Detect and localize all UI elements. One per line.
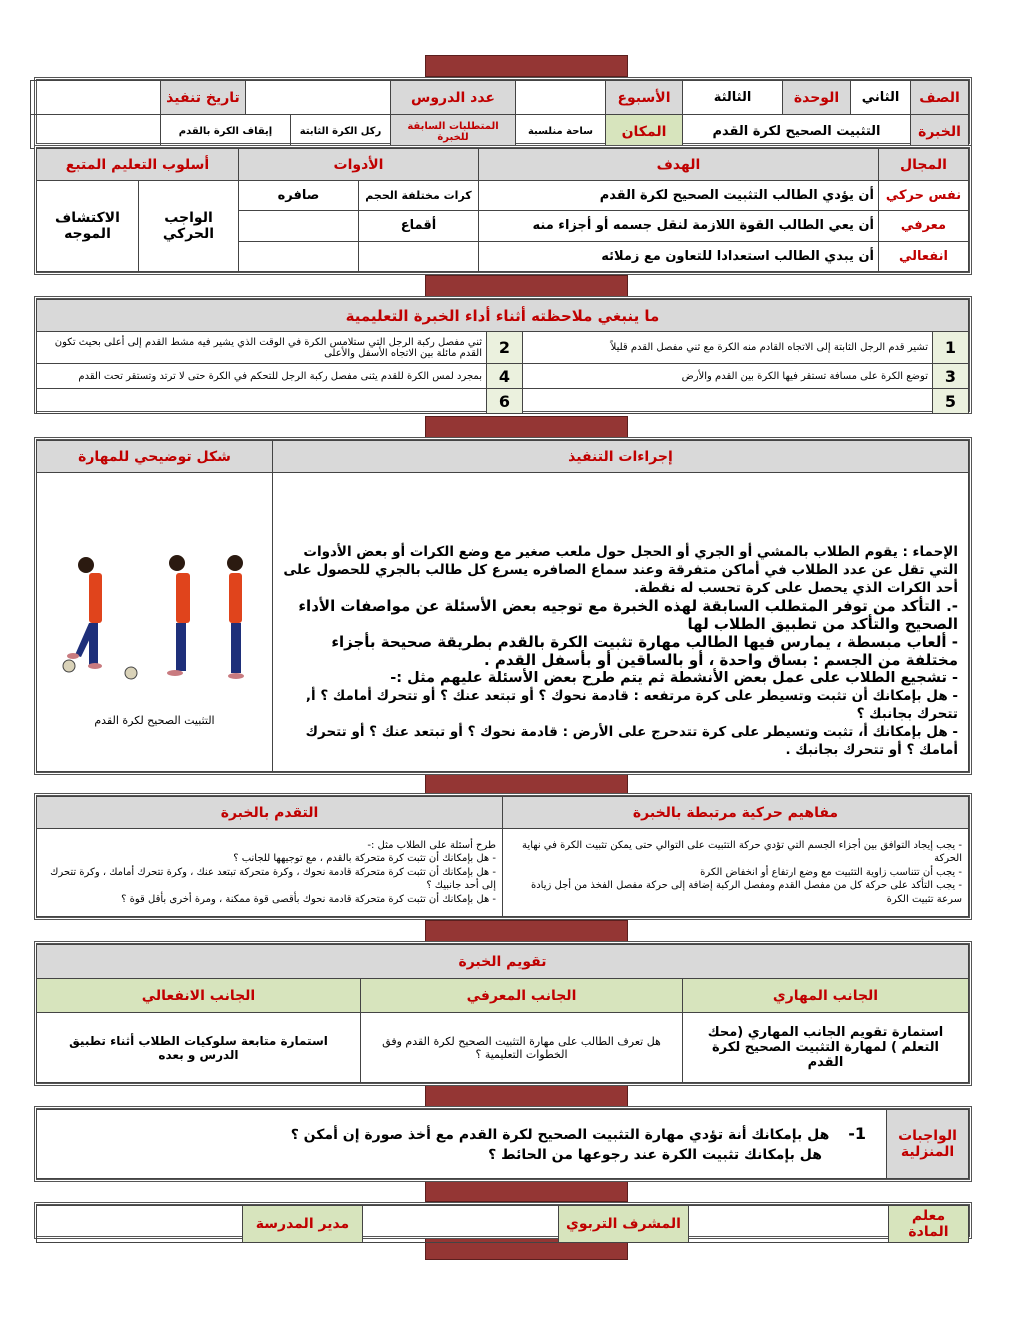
place-label: المكان (606, 115, 683, 149)
experience-value: التثبيت الصحيح لكرة القدم (683, 115, 911, 149)
week-label: الأسبوع (606, 81, 683, 115)
homework-body (37, 1110, 887, 1179)
decorative-connector (425, 774, 628, 794)
lessons-label: عدد الدروس (391, 81, 516, 115)
concept-line: - يجب التأكد على حركة كل من مفصل القدم ومفصل الركبة إضافة إلى حركة مفصل الفخذ من أجل زيادة سرعة تثبيت الكرة (530, 880, 962, 905)
evaluation-title: تقويم الخبرة (36, 945, 968, 979)
procedure-warmup: الإحماء : يقوم الطلاب بالمشي أو الجري أو الحجل حول ملعب صغير مع وضع الكرات أو بعض الأدوات التي تقل عن عدد الطلاب في أماكن متفرقة وعند سماع الصافره يسرع كل طالب بالجري للحصول على أحد الكرات الذي يحصل على كرة تحسب له نقطة. (283, 544, 958, 596)
week-value[interactable] (516, 81, 606, 115)
objectives-table (34, 145, 972, 275)
procedures-table (34, 437, 972, 775)
procedure-encourage: - تشجيع الطلاب على عمل بعض الأنشطة ثم يتم طرح بعض الأسئلة عليهم مثل :- (390, 670, 958, 686)
skill-header: الجانب المهاري (683, 979, 969, 1013)
goal-cognitive: أن يعي الطالب القوة اللازمة لنقل جسمه أو أجزاء منه (479, 211, 879, 241)
homework-label: الواجبات المنزلية (887, 1110, 969, 1179)
observations-title: ما ينبغي ملاحظته أثناء أداء الخبرة التعليمية (36, 300, 968, 332)
procedure-question-2: - هل بإمكانك أ، تثبت وتسيطر على كرة تتدحرج على الأرض : قادمة نحوك ؟ أو تبتعد عنك ؟ أو تتحرك أمامك ؟ أو تتحرك بجانبك . (305, 724, 958, 758)
homework-table (34, 1106, 972, 1182)
progression-title: التقدم بالخبرة (37, 797, 503, 829)
observations-table (34, 296, 972, 414)
affective-evaluation: استمارة متابعة سلوكيات الطلاب أثناء تطبيق الدرس و بعده (36, 1013, 360, 1083)
experience-label: الخبرة (911, 115, 969, 149)
progression-line: طرح أسئلة على الطلاب مثل :- (367, 839, 496, 851)
supervisor-signature[interactable] (363, 1206, 559, 1243)
goal-header: الهدف (479, 149, 879, 181)
date-label: تاريخ تنفيذ (161, 81, 246, 115)
concept-line: - يجب إيجاد التوافق بين أجزاء الجسم التي تؤدي حركة التثبيت على التوالي حتى يمكن تثبيت الكرة في نهاية الحركة (522, 839, 962, 865)
goal-psychomotor: أن يؤدي الطالب التثبيت الصحيح لكرة القدم (479, 181, 879, 211)
decorative-connector (425, 275, 628, 297)
concepts-title: مفاهيم حركية مرتبطة بالخبرة (503, 797, 969, 829)
procedure-question-1: - هل بإمكانك أن تثبت وتسيطر على كرة مرتفعه : قادمة نحوك ؟ أو تبتعد عنك ؟ أو تتحرك أمامك ؟ أ, تتحرك بجانبك ؟ (305, 688, 958, 722)
figure-caption: التثبيت الصحيح لكرة القدم (94, 714, 215, 727)
domain-psychomotor: نفس حركي (879, 181, 969, 211)
tool-balls: كرات مختلفة الحجم (359, 181, 479, 211)
progression-line: - هل بإمكانك أن تثبت كرة متحركة بالقدم ، مع توجيهها للجانب ؟ (233, 853, 496, 865)
procedure-prereq-check: -. التأكد من توفر المتطلب السابقة لهذه الخبرة مع توجيه بعض الأسئلة عن مواصفات الأداء الصحيح والتأكد من تطبيق الطلاب لها (298, 597, 958, 633)
tools-header: الأدوات (238, 149, 478, 181)
decorative-connector (425, 920, 628, 942)
place-value: ساحة منلسبة (516, 115, 606, 149)
domain-header: المجال (879, 149, 969, 181)
method-header: أسلوب التعليم المتبع (36, 149, 238, 181)
affective-header: الجانب الانفعالي (36, 979, 360, 1013)
procedures-body (273, 473, 969, 772)
observation-text (523, 389, 933, 414)
observation-text: ثني مفصل ركبة الرجل التي ستلامس الكرة في الوقت الذي يشير فيه مشط القدم إلى أعلى بحيث تكون القدم مائلة بين الاتجاه الأسفل والأعلى (36, 332, 486, 364)
domain-cognitive: معرفي (879, 211, 969, 241)
teacher-label: معلم المادة (889, 1206, 969, 1243)
skill-illustration (37, 473, 273, 772)
observation-text: تشير قدم الرجل الثابتة إلى الاتجاه القادم منه الكرة مع ثني مفصل القدم قليلاً (523, 332, 933, 364)
concept-line: - يجب أن تتناسب زاوية التثبيت مع وضع ارتفاع أو انخفاض الكرة (700, 866, 962, 878)
lessons-value[interactable] (246, 81, 391, 115)
method-motor-task: الواجب الحركي (138, 181, 238, 272)
signatures-table (34, 1202, 972, 1239)
progression-body (37, 829, 503, 917)
concepts-progression-table (34, 793, 972, 920)
tool-empty (238, 241, 358, 271)
principal-signature[interactable] (37, 1206, 243, 1243)
teacher-signature[interactable] (689, 1206, 889, 1243)
cognitive-header: الجانب المعرفي (361, 979, 683, 1013)
supervisor-label: المشرف التربوي (559, 1206, 689, 1243)
grade-value: الثاني (851, 81, 911, 115)
grade-label: الصف (911, 81, 969, 115)
prereq-1: ركل الكرة الثابتة (291, 115, 391, 149)
date-value[interactable] (31, 81, 161, 115)
observation-number: 5 (933, 389, 969, 414)
cognitive-evaluation: هل تعرف الطالب على مهارة التثبيت الصحيح لكرة القدم وفق الخطوات التعليمية ؟ (361, 1013, 683, 1083)
figure-title: شكل توضيحي للمهارة (37, 441, 273, 473)
procedure-games: - ألعاب مبسطة ، يمارس فيها الطالب مهارة تثبيت الكرة بالقدم بطريقة صحيحة بأجزاء مختلفة من الجسم : بساق واحدة ، أو بالساقين أو بأسفل القدم . (331, 633, 958, 669)
lesson-info-table (34, 77, 972, 146)
prereq-3 (31, 115, 161, 149)
homework-line-1: هل بإمكانك أنة تؤدي مهارة التثبيت الصحيح لكرة القدم مع أخذ صورة إن أمكن ؟ (290, 1126, 830, 1143)
observation-number: 6 (487, 389, 523, 414)
concepts-body (503, 829, 969, 917)
observation-text (36, 389, 486, 414)
progression-line: - هل بإمكانك أن تثبت كرة متحركة قادمة نحوك ، وكرة متحركة تبتعد عنك ، وكرة تتحرك أمامك ، وكرة تتحرك إلى أحد جانبيك ؟ (50, 866, 496, 892)
observation-number: 3 (933, 364, 969, 389)
decorative-connector (425, 1085, 628, 1107)
homework-number: 1- (848, 1123, 866, 1143)
prereq-label: المتطلبات السابقة للخبرة (391, 115, 516, 149)
homework-line-2: هل بإمكانك تثبيت الكرة عند رجوعها من الحائط ؟ (488, 1146, 822, 1163)
tool-empty (238, 211, 358, 241)
method-guided-discovery: الاكتشاف الموجه (36, 181, 138, 272)
decorative-connector (425, 416, 628, 438)
decorative-connector (425, 55, 628, 77)
evaluation-table (34, 941, 972, 1086)
observation-number: 4 (487, 364, 523, 389)
observation-text: بمجرد لمس الكرة للقدم يثنى مفصل ركبة الرجل للتحكم في الكرة حتى لا ترتد وتستقر تحت القدم (36, 364, 486, 389)
procedures-title: إجراءات التنفيذ (273, 441, 969, 473)
decorative-connector (425, 1180, 628, 1202)
goal-affective: أن يبدي الطالب استعدادا للتعاون مع زملائه (479, 241, 879, 271)
tool-cones: أقماع (359, 211, 479, 241)
unit-label: الوحدة (783, 81, 851, 115)
prereq-2: إيقاف الكرة بالقدم (161, 115, 291, 149)
domain-affective: انفعالي (879, 241, 969, 271)
observation-text: توضع الكرة على مسافة تستقر فيها الكرة بين القدم والأرض (523, 364, 933, 389)
skill-evaluation: استمارة تقويم الجانب المهاري (محك التعلم ) لمهارة التثبيت الصحيح لكرة القدم (683, 1013, 969, 1083)
tool-whistle: صافره (238, 181, 358, 211)
tool-empty (359, 241, 479, 271)
observation-number: 2 (487, 332, 523, 364)
progression-line: - هل بإمكانك أن تثبت كرة متحركة قادمة نحوك بأقصى قوة ممكنة ، ومرة أخرى بأقل قوة ؟ (121, 893, 496, 905)
principal-label: مدير المدرسة (243, 1206, 363, 1243)
unit-value: الثالثة (683, 81, 783, 115)
observation-number: 1 (933, 332, 969, 364)
